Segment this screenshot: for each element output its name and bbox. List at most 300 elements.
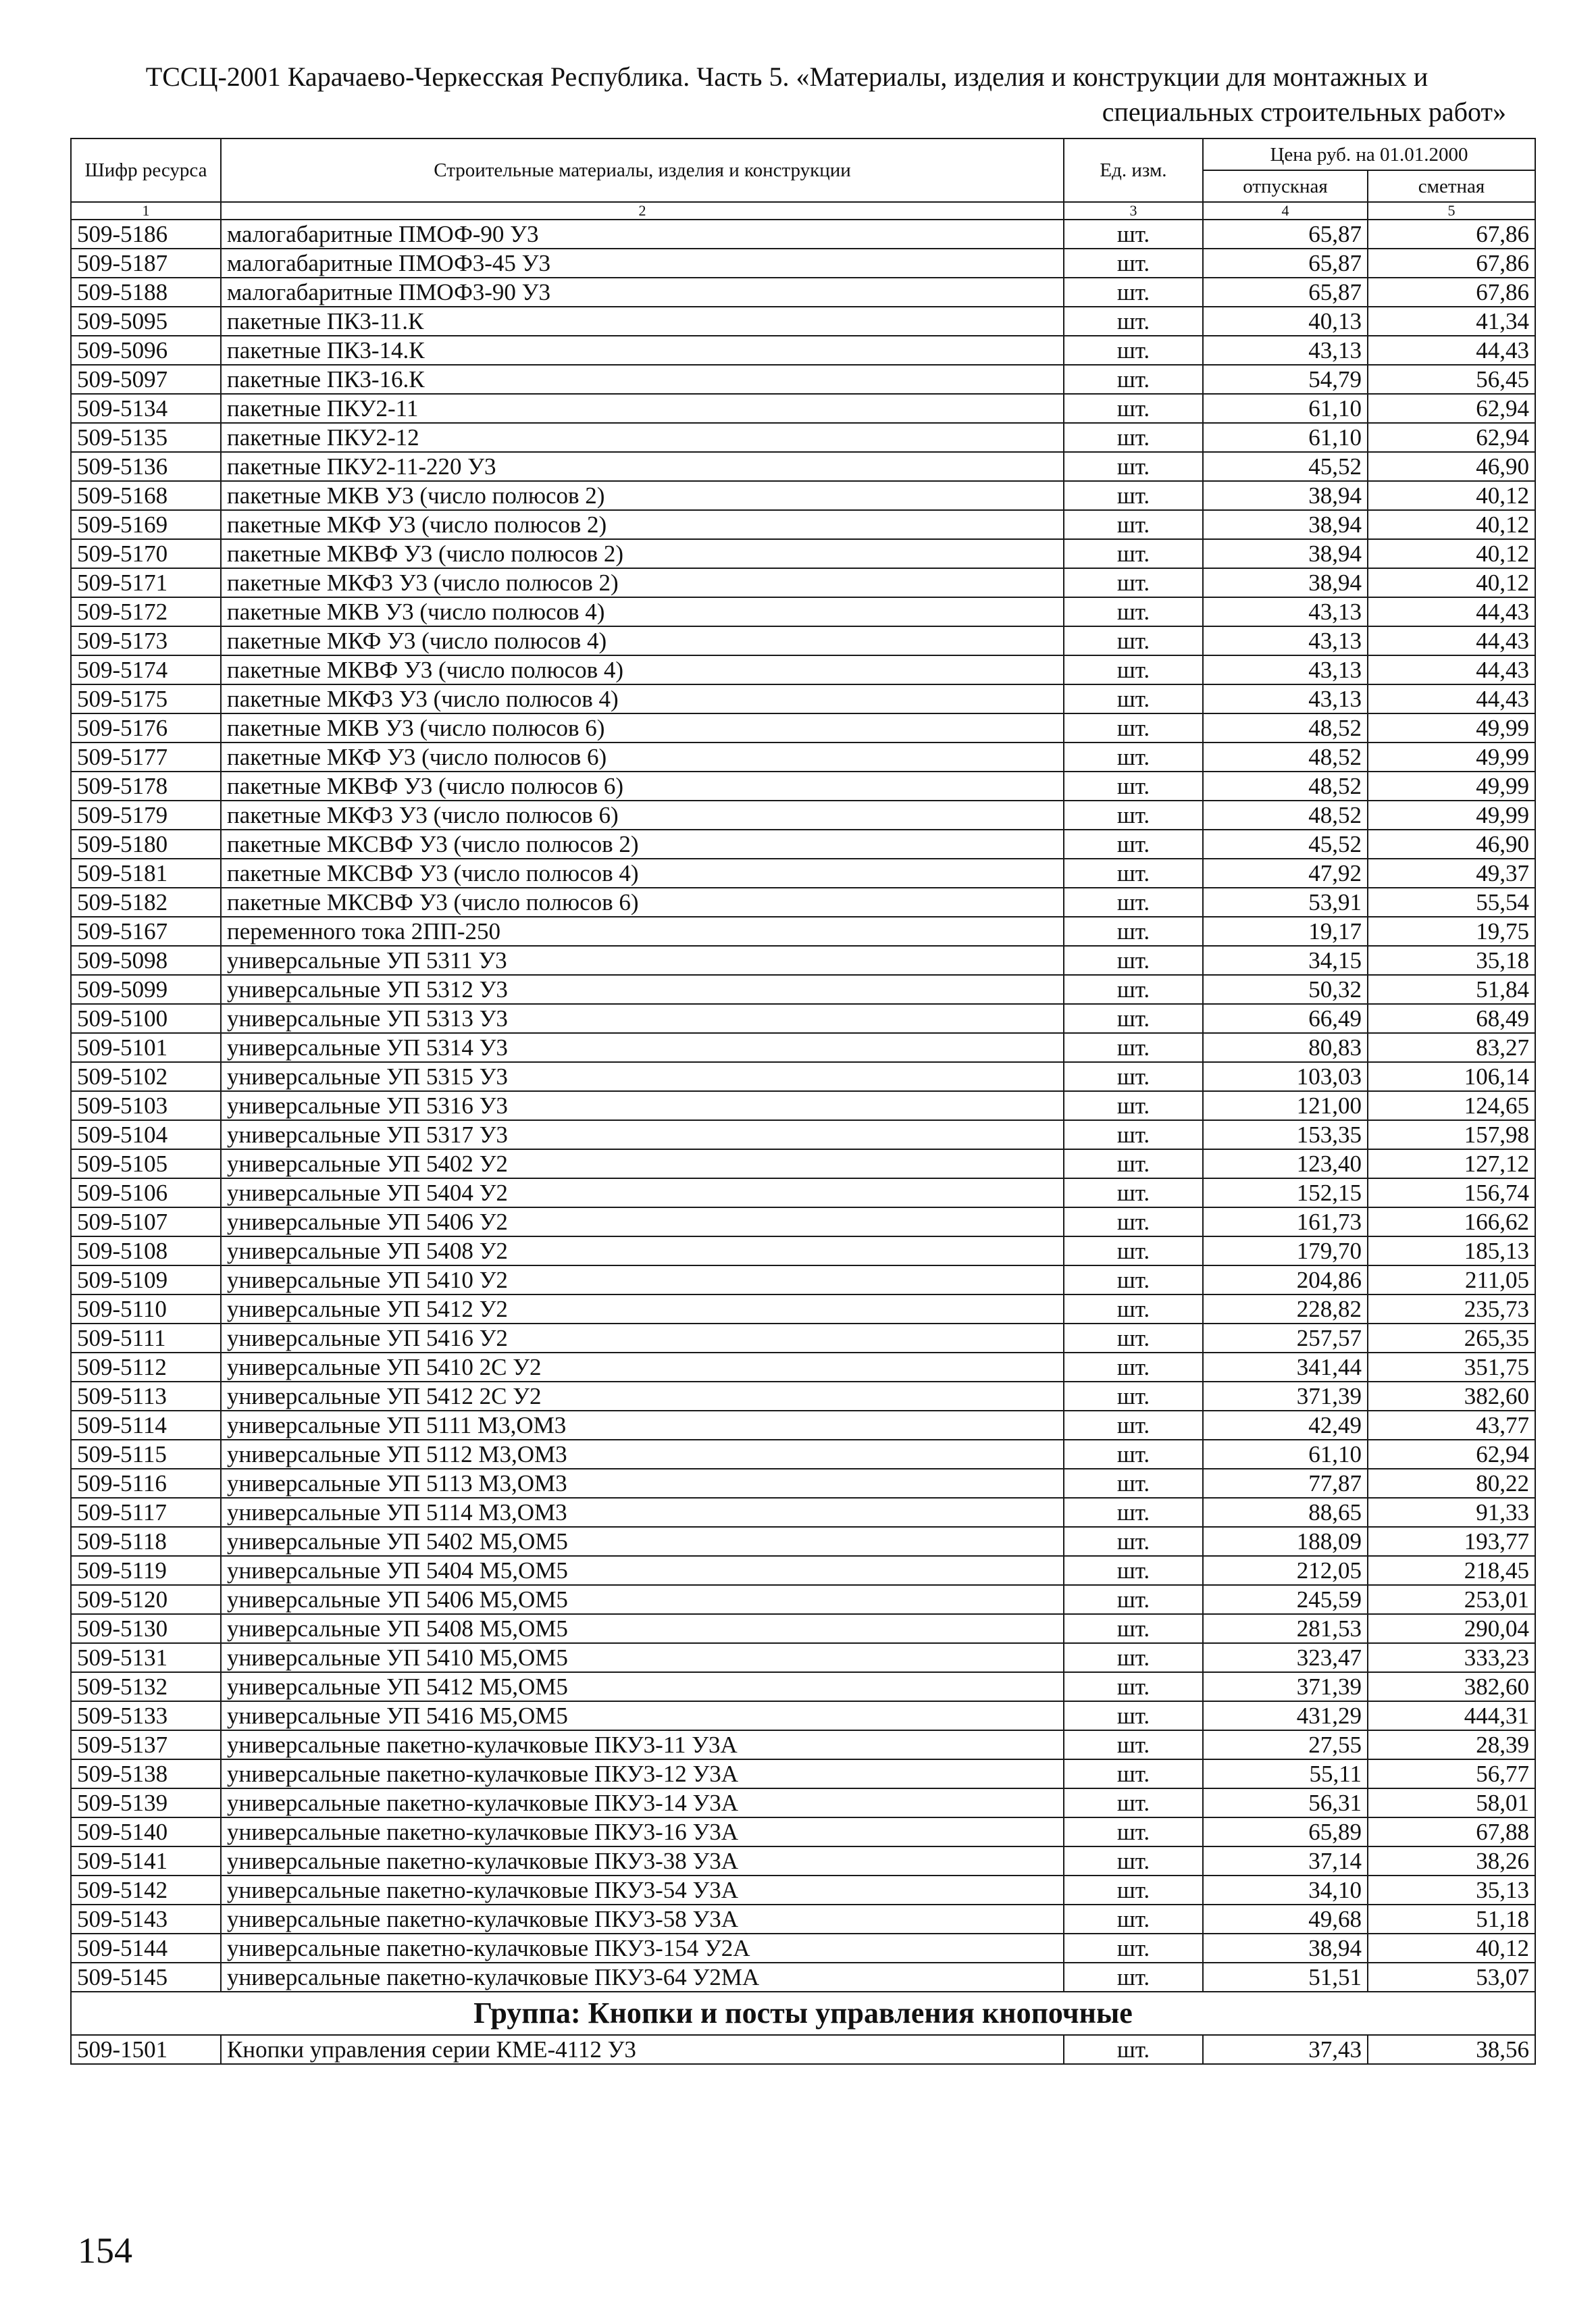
cell-code: 509-5171: [71, 568, 221, 597]
cell-estimate-price: 56,77: [1368, 1759, 1535, 1788]
cell-name: пакетные МКФ3 У3 (число полюсов 6): [221, 801, 1064, 830]
table-row: [71, 1556, 1535, 1585]
cell-release-price: 228,82: [1203, 1294, 1368, 1324]
table-row: [71, 888, 1535, 917]
cell-release-price: 61,10: [1203, 1440, 1368, 1469]
cell-unit: шт.: [1064, 1120, 1203, 1149]
cell-name: малогабаритные ПМОФ3-45 У3: [221, 249, 1064, 278]
cell-release-price: 38,94: [1203, 481, 1368, 510]
table-row: [71, 830, 1535, 859]
cell-release-price: 66,49: [1203, 1004, 1368, 1033]
column-number: 5: [1368, 202, 1535, 220]
cell-code: 509-5145: [71, 1963, 221, 1992]
table-row: [71, 336, 1535, 365]
cell-release-price: 179,70: [1203, 1236, 1368, 1265]
cell-unit: шт.: [1064, 365, 1203, 394]
table-row: [71, 1817, 1535, 1846]
cell-unit: шт.: [1064, 1091, 1203, 1120]
cell-name: универсальные пакетно-кулачковые ПКУ3-16 У3А: [221, 1817, 1064, 1846]
cell-release-price: 65,87: [1203, 220, 1368, 249]
cell-code: 509-5119: [71, 1556, 221, 1585]
table-row: [71, 1963, 1535, 1992]
cell-estimate-price: 49,99: [1368, 713, 1535, 743]
cell-release-price: 48,52: [1203, 743, 1368, 772]
cell-code: 509-5105: [71, 1149, 221, 1178]
cell-estimate-price: 49,37: [1368, 859, 1535, 888]
cell-estimate-price: 46,90: [1368, 452, 1535, 481]
cell-estimate-price: 44,43: [1368, 655, 1535, 684]
cell-unit: шт.: [1064, 1149, 1203, 1178]
cell-code: 509-5130: [71, 1614, 221, 1643]
page-title: [68, 59, 1506, 130]
cell-unit: шт.: [1064, 1672, 1203, 1701]
cell-name: малогабаритные ПМОФ-90 У3: [221, 220, 1064, 249]
cell-estimate-price: 28,39: [1368, 1730, 1535, 1759]
table-row: [71, 1701, 1535, 1730]
cell-release-price: 38,94: [1203, 510, 1368, 539]
cell-name: универсальные пакетно-кулачковые ПКУ3-38 У3А: [221, 1846, 1064, 1876]
table-row: [71, 1294, 1535, 1324]
cell-unit: шт.: [1064, 1004, 1203, 1033]
cell-estimate-price: 382,60: [1368, 1382, 1535, 1411]
table-header: [71, 139, 1535, 220]
cell-estimate-price: 253,01: [1368, 1585, 1535, 1614]
cell-estimate-price: 67,86: [1368, 249, 1535, 278]
cell-release-price: 204,86: [1203, 1265, 1368, 1294]
group-row: [71, 1992, 1535, 2035]
cell-name: переменного тока 2ПП-250: [221, 917, 1064, 946]
cell-unit: шт.: [1064, 278, 1203, 307]
cell-code: 509-5178: [71, 772, 221, 801]
cell-code: 509-5101: [71, 1033, 221, 1062]
cell-unit: шт.: [1064, 743, 1203, 772]
cell-name: универсальные УП 5312 У3: [221, 975, 1064, 1004]
table-row: [71, 2035, 1535, 2064]
table-row: [71, 1672, 1535, 1701]
cell-release-price: 49,68: [1203, 1905, 1368, 1934]
table-row: [71, 220, 1535, 249]
cell-code: 509-5113: [71, 1382, 221, 1411]
table-row: [71, 1730, 1535, 1759]
cell-name: пакетные МКСВФ У3 (число полюсов 2): [221, 830, 1064, 859]
table-row: [71, 1149, 1535, 1178]
cell-unit: шт.: [1064, 1730, 1203, 1759]
cell-code: 509-5134: [71, 394, 221, 423]
cell-code: 509-5106: [71, 1178, 221, 1207]
cell-name: универсальные УП 5404 М5,ОМ5: [221, 1556, 1064, 1585]
cell-name: универсальные пакетно-кулачковые ПКУ3-11 У3А: [221, 1730, 1064, 1759]
cell-release-price: 48,52: [1203, 772, 1368, 801]
cell-name: универсальные пакетно-кулачковые ПКУ3-58 У3А: [221, 1905, 1064, 1934]
cell-release-price: 257,57: [1203, 1324, 1368, 1353]
cell-release-price: 47,92: [1203, 859, 1368, 888]
cell-estimate-price: 157,98: [1368, 1120, 1535, 1149]
cell-estimate-price: 68,49: [1368, 1004, 1535, 1033]
cell-unit: шт.: [1064, 336, 1203, 365]
table-row: [71, 278, 1535, 307]
cell-estimate-price: 166,62: [1368, 1207, 1535, 1236]
cell-code: 509-5097: [71, 365, 221, 394]
cell-release-price: 371,39: [1203, 1382, 1368, 1411]
table-row: [71, 307, 1535, 336]
cell-code: 509-5140: [71, 1817, 221, 1846]
cell-name: универсальные УП 5112 М3,ОМ3: [221, 1440, 1064, 1469]
table-row: [71, 1585, 1535, 1614]
cell-name: пакетные МКФ3 У3 (число полюсов 4): [221, 684, 1064, 713]
cell-name: универсальные УП 5416 У2: [221, 1324, 1064, 1353]
cell-code: 509-5117: [71, 1498, 221, 1527]
cell-code: 509-5100: [71, 1004, 221, 1033]
cell-unit: шт.: [1064, 1411, 1203, 1440]
cell-code: 509-5141: [71, 1846, 221, 1876]
cell-unit: шт.: [1064, 1788, 1203, 1817]
cell-estimate-price: 43,77: [1368, 1411, 1535, 1440]
table-row: [71, 394, 1535, 423]
cell-release-price: 37,14: [1203, 1846, 1368, 1876]
cell-code: 509-5142: [71, 1876, 221, 1905]
table-row: [71, 1527, 1535, 1556]
price-table: [70, 138, 1536, 2065]
table-row: [71, 655, 1535, 684]
cell-name: пакетные ПК3-16.К: [221, 365, 1064, 394]
table-row: [71, 539, 1535, 568]
cell-name: универсальные УП 5410 2С У2: [221, 1353, 1064, 1382]
table-row: [71, 859, 1535, 888]
cell-unit: шт.: [1064, 1934, 1203, 1963]
cell-name: универсальные УП 5317 У3: [221, 1120, 1064, 1149]
cell-name: пакетные МКВ У3 (число полюсов 2): [221, 481, 1064, 510]
cell-unit: шт.: [1064, 307, 1203, 336]
cell-name: пакетные ПКУ2-11: [221, 394, 1064, 423]
cell-unit: шт.: [1064, 423, 1203, 452]
cell-estimate-price: 444,31: [1368, 1701, 1535, 1730]
table-row: [71, 1469, 1535, 1498]
cell-code: 509-5182: [71, 888, 221, 917]
cell-name: малогабаритные ПМОФ3-90 У3: [221, 278, 1064, 307]
cell-unit: шт.: [1064, 539, 1203, 568]
cell-unit: шт.: [1064, 1469, 1203, 1498]
cell-estimate-price: 38,26: [1368, 1846, 1535, 1876]
cell-estimate-price: 185,13: [1368, 1236, 1535, 1265]
table-row: [71, 1353, 1535, 1382]
cell-release-price: 55,11: [1203, 1759, 1368, 1788]
cell-release-price: 77,87: [1203, 1469, 1368, 1498]
cell-estimate-price: 35,18: [1368, 946, 1535, 975]
cell-name: универсальные УП 5410 У2: [221, 1265, 1064, 1294]
cell-release-price: 34,15: [1203, 946, 1368, 975]
cell-unit: шт.: [1064, 452, 1203, 481]
header-unit: Ед. изм.: [1064, 139, 1203, 202]
cell-release-price: 61,10: [1203, 423, 1368, 452]
cell-code: 509-5181: [71, 859, 221, 888]
cell-estimate-price: 35,13: [1368, 1876, 1535, 1905]
cell-name: универсальные УП 5316 У3: [221, 1091, 1064, 1120]
cell-code: 509-5135: [71, 423, 221, 452]
cell-name: универсальные УП 5416 М5,ОМ5: [221, 1701, 1064, 1730]
cell-name: универсальные УП 5113 М3,ОМ3: [221, 1469, 1064, 1498]
cell-estimate-price: 51,84: [1368, 975, 1535, 1004]
cell-code: 509-5180: [71, 830, 221, 859]
cell-name: универсальные УП 5314 У3: [221, 1033, 1064, 1062]
table-row: [71, 801, 1535, 830]
table-row: [71, 1498, 1535, 1527]
cell-estimate-price: 55,54: [1368, 888, 1535, 917]
page-number: 154: [78, 2230, 132, 2271]
cell-estimate-price: 40,12: [1368, 510, 1535, 539]
cell-unit: шт.: [1064, 510, 1203, 539]
cell-code: 509-5114: [71, 1411, 221, 1440]
cell-release-price: 27,55: [1203, 1730, 1368, 1759]
table-row: [71, 568, 1535, 597]
cell-unit: шт.: [1064, 1382, 1203, 1411]
cell-release-price: 43,13: [1203, 336, 1368, 365]
cell-unit: шт.: [1064, 888, 1203, 917]
cell-unit: шт.: [1064, 597, 1203, 626]
cell-estimate-price: 62,94: [1368, 1440, 1535, 1469]
cell-name: пакетные МКВФ У3 (число полюсов 4): [221, 655, 1064, 684]
title-line-2: специальных строительных работ»: [1102, 97, 1506, 127]
cell-estimate-price: 44,43: [1368, 626, 1535, 655]
cell-estimate-price: 51,18: [1368, 1905, 1535, 1934]
cell-release-price: 45,52: [1203, 830, 1368, 859]
cell-name: универсальные УП 5412 2С У2: [221, 1382, 1064, 1411]
table-row: [71, 713, 1535, 743]
cell-release-price: 245,59: [1203, 1585, 1368, 1614]
cell-name: универсальные пакетно-кулачковые ПКУ3-154 У2А: [221, 1934, 1064, 1963]
table-row: [71, 1033, 1535, 1062]
cell-code: 509-5118: [71, 1527, 221, 1556]
table-row: [71, 423, 1535, 452]
cell-release-price: 123,40: [1203, 1149, 1368, 1178]
cell-name: универсальные УП 5313 У3: [221, 1004, 1064, 1033]
cell-estimate-price: 124,65: [1368, 1091, 1535, 1120]
cell-release-price: 54,79: [1203, 365, 1368, 394]
cell-estimate-price: 49,99: [1368, 801, 1535, 830]
cell-code: 509-5136: [71, 452, 221, 481]
cell-name: пакетные МКВ У3 (число полюсов 4): [221, 597, 1064, 626]
cell-name: универсальные пакетно-кулачковые ПКУ3-14 У3А: [221, 1788, 1064, 1817]
cell-code: 509-5177: [71, 743, 221, 772]
cell-code: 509-5138: [71, 1759, 221, 1788]
cell-estimate-price: 91,33: [1368, 1498, 1535, 1527]
cell-name: пакетные МКВФ У3 (число полюсов 2): [221, 539, 1064, 568]
cell-code: 509-5111: [71, 1324, 221, 1353]
cell-unit: шт.: [1064, 1353, 1203, 1382]
table-row: [71, 1440, 1535, 1469]
cell-unit: шт.: [1064, 220, 1203, 249]
table-row: [71, 1265, 1535, 1294]
table-row: [71, 249, 1535, 278]
cell-name: пакетные ПК3-11.К: [221, 307, 1064, 336]
cell-release-price: 161,73: [1203, 1207, 1368, 1236]
cell-code: 509-5102: [71, 1062, 221, 1091]
cell-estimate-price: 62,94: [1368, 423, 1535, 452]
cell-release-price: 212,05: [1203, 1556, 1368, 1585]
table-body: [71, 220, 1535, 2064]
column-number: 2: [221, 202, 1064, 220]
table-row: [71, 772, 1535, 801]
cell-release-price: 188,09: [1203, 1527, 1368, 1556]
cell-code: 509-5095: [71, 307, 221, 336]
cell-unit: шт.: [1064, 481, 1203, 510]
cell-name: Кнопки управления серии КМЕ-4112 У3: [221, 2035, 1064, 2064]
cell-code: 509-5107: [71, 1207, 221, 1236]
cell-release-price: 51,51: [1203, 1963, 1368, 1992]
cell-name: пакетные МКФ У3 (число полюсов 6): [221, 743, 1064, 772]
cell-unit: шт.: [1064, 772, 1203, 801]
table-row: [71, 1120, 1535, 1149]
table-row: [71, 1643, 1535, 1672]
column-number: 1: [71, 202, 221, 220]
cell-release-price: 53,91: [1203, 888, 1368, 917]
group-title: Группа: Кнопки и посты управления кнопочные: [71, 1992, 1535, 2035]
table-row: [71, 1382, 1535, 1411]
cell-unit: шт.: [1064, 1643, 1203, 1672]
cell-code: 509-5098: [71, 946, 221, 975]
cell-code: 509-5115: [71, 1440, 221, 1469]
cell-release-price: 281,53: [1203, 1614, 1368, 1643]
table-row: [71, 1062, 1535, 1091]
cell-release-price: 48,52: [1203, 801, 1368, 830]
cell-release-price: 65,89: [1203, 1817, 1368, 1846]
cell-code: 509-5132: [71, 1672, 221, 1701]
cell-code: 509-5170: [71, 539, 221, 568]
cell-unit: шт.: [1064, 917, 1203, 946]
cell-unit: шт.: [1064, 946, 1203, 975]
cell-release-price: 40,13: [1203, 307, 1368, 336]
cell-release-price: 19,17: [1203, 917, 1368, 946]
cell-code: 509-5176: [71, 713, 221, 743]
cell-release-price: 61,10: [1203, 394, 1368, 423]
cell-code: 509-5167: [71, 917, 221, 946]
cell-release-price: 121,00: [1203, 1091, 1368, 1120]
cell-code: 509-5133: [71, 1701, 221, 1730]
cell-code: 509-5131: [71, 1643, 221, 1672]
cell-estimate-price: 62,94: [1368, 394, 1535, 423]
cell-code: 509-5137: [71, 1730, 221, 1759]
cell-release-price: 38,94: [1203, 1934, 1368, 1963]
cell-unit: шт.: [1064, 1556, 1203, 1585]
cell-unit: шт.: [1064, 1265, 1203, 1294]
column-number: 4: [1203, 202, 1368, 220]
cell-release-price: 43,13: [1203, 626, 1368, 655]
cell-unit: шт.: [1064, 1236, 1203, 1265]
table-row: [71, 1759, 1535, 1788]
table-row: [71, 1236, 1535, 1265]
cell-name: универсальные пакетно-кулачковые ПКУ3-64 У2МА: [221, 1963, 1064, 1992]
table-row: [71, 1846, 1535, 1876]
cell-unit: шт.: [1064, 684, 1203, 713]
cell-name: универсальные УП 5412 М5,ОМ5: [221, 1672, 1064, 1701]
cell-code: 509-5120: [71, 1585, 221, 1614]
table-row: [71, 684, 1535, 713]
cell-code: 509-5112: [71, 1353, 221, 1382]
cell-name: универсальные УП 5402 У2: [221, 1149, 1064, 1178]
cell-unit: шт.: [1064, 1440, 1203, 1469]
cell-name: универсальные УП 5315 У3: [221, 1062, 1064, 1091]
cell-code: 509-5103: [71, 1091, 221, 1120]
cell-code: 509-5186: [71, 220, 221, 249]
cell-release-price: 45,52: [1203, 452, 1368, 481]
cell-unit: шт.: [1064, 568, 1203, 597]
cell-unit: шт.: [1064, 1876, 1203, 1905]
cell-code: 509-5096: [71, 336, 221, 365]
cell-estimate-price: 67,86: [1368, 220, 1535, 249]
cell-name: универсальные УП 5402 М5,ОМ5: [221, 1527, 1064, 1556]
title-line-1: ТССЦ-2001 Карачаево-Черкесская Республика. Часть 5. «Материалы, изделия и конструкции для монтажных и: [145, 61, 1428, 92]
cell-release-price: 65,87: [1203, 278, 1368, 307]
cell-code: 509-5139: [71, 1788, 221, 1817]
cell-release-price: 48,52: [1203, 713, 1368, 743]
cell-estimate-price: 41,34: [1368, 307, 1535, 336]
cell-estimate-price: 265,35: [1368, 1324, 1535, 1353]
cell-release-price: 43,13: [1203, 655, 1368, 684]
cell-unit: шт.: [1064, 1324, 1203, 1353]
table-row: [71, 510, 1535, 539]
cell-estimate-price: 44,43: [1368, 684, 1535, 713]
cell-code: 509-5169: [71, 510, 221, 539]
cell-release-price: 38,94: [1203, 539, 1368, 568]
table-row: [71, 1207, 1535, 1236]
cell-name: пакетные МКФ У3 (число полюсов 2): [221, 510, 1064, 539]
cell-estimate-price: 40,12: [1368, 1934, 1535, 1963]
cell-estimate-price: 40,12: [1368, 539, 1535, 568]
header-code: Шифр ресурса: [71, 139, 221, 202]
table-row: [71, 365, 1535, 394]
cell-unit: шт.: [1064, 249, 1203, 278]
table-row: [71, 1905, 1535, 1934]
cell-estimate-price: 46,90: [1368, 830, 1535, 859]
cell-unit: шт.: [1064, 1963, 1203, 1992]
cell-unit: шт.: [1064, 1614, 1203, 1643]
cell-unit: шт.: [1064, 626, 1203, 655]
cell-release-price: 103,03: [1203, 1062, 1368, 1091]
cell-code: 509-5109: [71, 1265, 221, 1294]
header-release-price: отпускная: [1203, 170, 1368, 202]
cell-name: универсальные УП 5410 М5,ОМ5: [221, 1643, 1064, 1672]
cell-code: 509-5188: [71, 278, 221, 307]
cell-estimate-price: 53,07: [1368, 1963, 1535, 1992]
cell-estimate-price: 56,45: [1368, 365, 1535, 394]
cell-estimate-price: 67,86: [1368, 278, 1535, 307]
cell-release-price: 323,47: [1203, 1643, 1368, 1672]
cell-estimate-price: 19,75: [1368, 917, 1535, 946]
cell-name: универсальные УП 5406 М5,ОМ5: [221, 1585, 1064, 1614]
cell-release-price: 56,31: [1203, 1788, 1368, 1817]
cell-unit: шт.: [1064, 1701, 1203, 1730]
table-row: [71, 1178, 1535, 1207]
table-row: [71, 452, 1535, 481]
table-row: [71, 626, 1535, 655]
cell-release-price: 65,87: [1203, 249, 1368, 278]
cell-release-price: 371,39: [1203, 1672, 1368, 1701]
table-row: [71, 1614, 1535, 1643]
cell-unit: шт.: [1064, 1498, 1203, 1527]
cell-name: универсальные пакетно-кулачковые ПКУ3-12 У3А: [221, 1759, 1064, 1788]
cell-name: пакетные ПКУ2-11-220 У3: [221, 452, 1064, 481]
table-row: [71, 1788, 1535, 1817]
cell-estimate-price: 49,99: [1368, 743, 1535, 772]
cell-release-price: 37,43: [1203, 2035, 1368, 2064]
cell-name: пакетные МКВФ У3 (число полюсов 6): [221, 772, 1064, 801]
cell-name: пакетные ПКУ2-12: [221, 423, 1064, 452]
cell-estimate-price: 80,22: [1368, 1469, 1535, 1498]
header-estimate-price: сметная: [1368, 170, 1535, 202]
table-row: [71, 1324, 1535, 1353]
cell-code: 509-5110: [71, 1294, 221, 1324]
cell-code: 509-5099: [71, 975, 221, 1004]
table-row: [71, 917, 1535, 946]
